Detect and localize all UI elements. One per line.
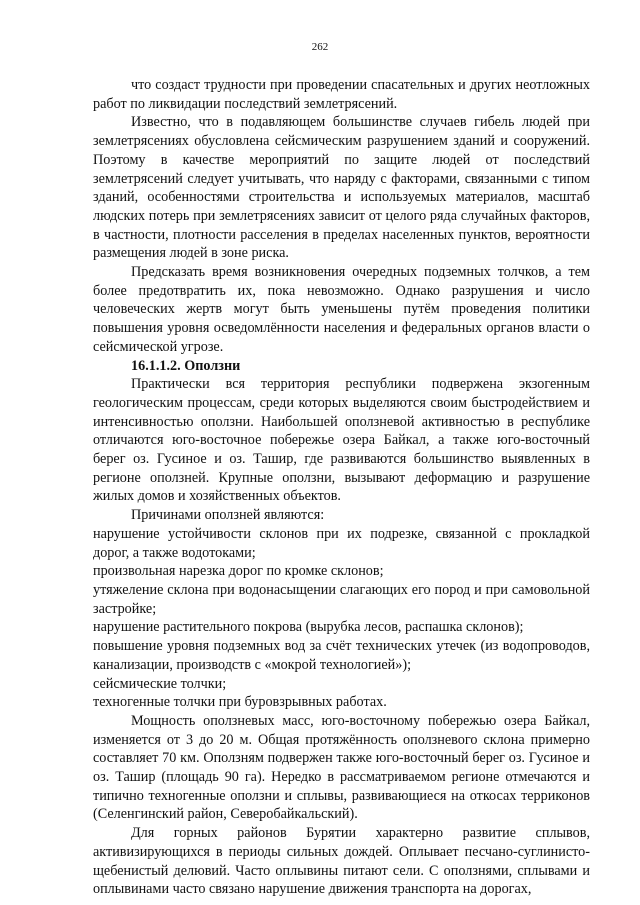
paragraph-earthquake-casualties: Известно, что в подавляющем большинстве случаев гибель людей при землетрясениях обусловлена сейсмическим разрушением зданий и сооружений. Поэтому в качестве мероприятий по защите людей от последствий землетрясений следует учитывать, что наряду с факторами, связанными с типом зданий, особенностями строительства и используемых материалов, масштаб людских потерь при землетрясениях зависит от целого ряда случайных факторов, в частности, плотности расселения в пределах населенных пунктов, вероятности размещения людей в зоне риска. [93, 114, 590, 262]
cause-list-item: техногенные толчки при буровзрывных работах. [93, 694, 387, 711]
page-number: 262 [311, 41, 329, 53]
cause-list-item: утяжеление склона при водонасыщении слагающих его пород и при самовольной застройке; [93, 581, 590, 617]
paragraph-landslide-territory: Практически вся территория республики подвержена экзогенным геологическим процессам, среди которых выделяются своим быстродействием и интенсивностью оползни. Наибольшей оползневой активностью в республике отличаются юго-восточное побережье озера Байкал, а также юго-восточный берег оз. Гусиное и оз. Ташир, где развиваются большинство выявленных в регионе оползней. Крупные оползни, вызывают деформацию и разрушение жилых домов и хозяйственных объектов. [93, 376, 590, 505]
paragraph-causes-intro: Причинами оползней являются: [131, 507, 325, 524]
cause-list-item: нарушение растительного покрова (вырубка лесов, распашка склонов); [93, 619, 524, 636]
cause-list-item: нарушение устойчивости склонов при их подрезке, связанной с прокладкой дорог, а также водотоками; [93, 525, 590, 561]
cause-list-item: повышение уровня подземных вод за счёт технических утечек (из водопроводов, канализации, производств с «мокрой технологией»); [93, 638, 590, 673]
cause-list-item: произвольная нарезка дорог по кромке склонов; [93, 563, 384, 580]
paragraph-mountain-flows: Для горных районов Бурятии характерно развитие сплывов, активизирующихся в периоды сильных дождей. Оплывает песчано-суглинисто-щебенистый делювий. Часто оплывины питают сели. С оползнями, сплывами и оплывинами часто связано нарушение движения транспорта на дорогах, [93, 825, 590, 898]
cause-list-item: сейсмические толчки; [93, 675, 227, 692]
body-text [93, 76, 590, 899]
paragraph-landslide-thickness: Мощность оползневых масс, юго-восточному побережью озера Байкал, изменяется от 3 до 20 м. Общая протяжённость оползневого склона примерно составляет 70 км. Оползням подвержен также юго-восточный берег оз. Гусиное и оз. Ташир (площадь 90 га). Нередко в рассматриваемом регионе отмечаются и типично техногенные оползни и сплывы, развивающиеся на откосах терриконов (Селенгинский район, Северобайкальский). [93, 712, 590, 823]
paragraph-rescue-difficulties: что создаст трудности при проведении спасательных и других неотложных работ по ликвидации последствий землетрясений. [93, 77, 590, 112]
section-heading-landslides: 16.1.1.2. Оползни [131, 357, 241, 374]
paragraph-prediction: Предсказать время возникновения очередных подземных толчков, а тем более предотвратить их, пока невозможно. Однако разрушения и число человеческих жертв могут быть уменьшены путём проведения политики повышения уровня осведомлённости населения и федеральных органов власти о сейсмической угрозе. [93, 264, 590, 355]
